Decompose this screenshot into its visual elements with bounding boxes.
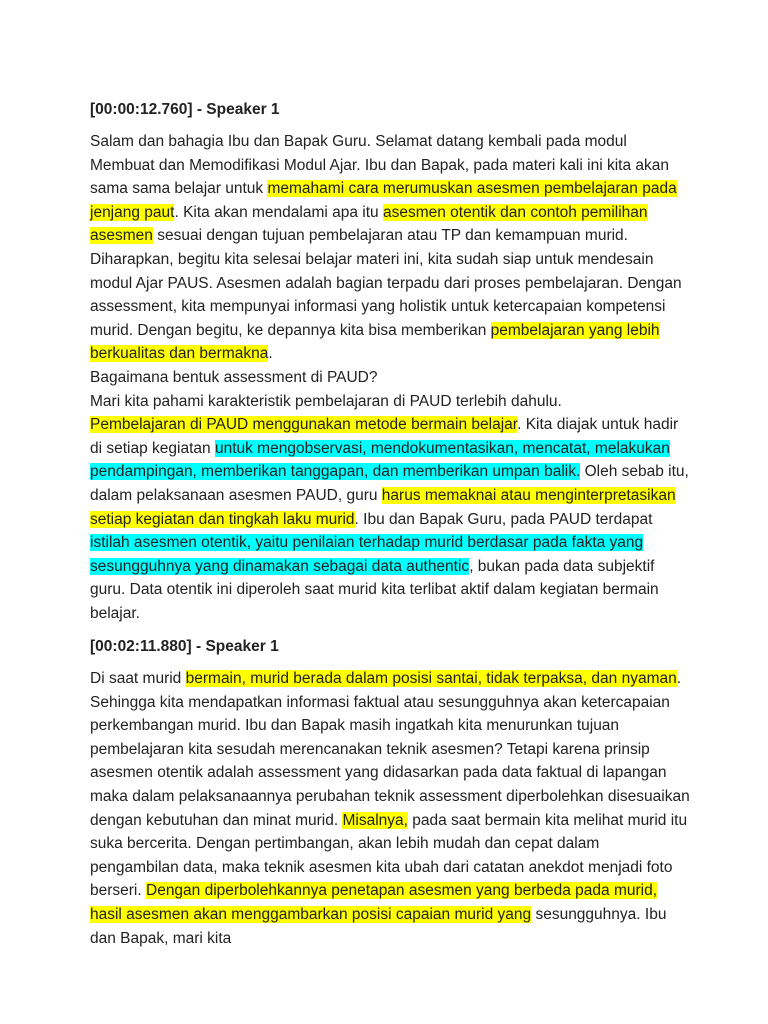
highlight-yellow: pembelajaran yang lebih berkualitas dan bermakna bbox=[90, 321, 660, 363]
section-heading: [00:00:12.760] - Speaker 1 bbox=[90, 101, 280, 118]
text-run: . Kita akan mendalami apa itu bbox=[174, 203, 383, 221]
paragraph bbox=[90, 390, 690, 414]
highlight-yellow: harus memaknai atau menginterpretasikan setiap kegiatan dan tingkah laku murid bbox=[90, 486, 676, 528]
text-run: . Kita diajak untuk hadir di setiap kegiatan bbox=[90, 416, 679, 457]
section-body bbox=[90, 667, 690, 950]
text-run: sesungguhnya. Ibu dan Bapak, mari kita bbox=[90, 905, 667, 947]
paragraph bbox=[90, 366, 690, 390]
highlight-yellow: memahami cara merumuskan asesmen pembelajaran pada jenjang paut bbox=[90, 180, 677, 221]
text-run: Oleh sebab itu, dalam pelaksanaan asesmen PAUD, guru bbox=[90, 463, 689, 504]
section-body bbox=[90, 130, 690, 625]
text-run: Bagaimana bentuk assessment di PAUD? bbox=[90, 368, 378, 386]
text-run: Mari kita pahami karakteristik pembelajaran di PAUD terlebih dahulu. bbox=[90, 392, 562, 410]
text-run: pada saat bermain kita melihat murid itu suka bercerita. Dengan pertimbangan, akan lebih mudah dan cepat dalam pengambilan data, maka teknik asesmen kita ubah dari catatan anekdot menjadi foto berseri. bbox=[90, 811, 688, 900]
text-run: sesuai dengan tujuan pembelajaran atau TP dan kemampuan murid. Diharapkan, begitu kita selesai belajar materi ini, kita sudah siap untuk mendesain modul Ajar PAUS. Asesmen adalah bagian terpadu dari proses pembelajaran. Dengan assessment, kita mempunyai informasi yang holistik untuk ketercapaian kompetensi murid. Dengan begitu, ke depannya kita bisa memberikan bbox=[90, 227, 682, 339]
text-run: , bukan pada data subjektif guru. Data otentik ini diperoleh saat murid kita terlibat aktif dalam kegiatan bermain belajar. bbox=[90, 557, 659, 622]
highlight-yellow: bermain, murid berada dalam posisi santai, tidak terpaksa, dan nyaman bbox=[185, 670, 677, 687]
highlight-yellow: Misalnya, bbox=[342, 811, 408, 829]
section-heading: [00:02:11.880] - Speaker 1 bbox=[90, 638, 279, 655]
text-run: Salam dan bahagia Ibu dan Bapak Guru. Selamat datang kembali pada modul Membuat dan Memodifikasi Modul Ajar. Ibu dan Bapak, pada materi kali ini kita akan sama sama belajar untuk bbox=[90, 133, 669, 198]
highlight-yellow: Dengan diperbolehkannya penetapan asesmen yang berbeda pada murid, hasil asesmen akan menggambarkan posisi capaian murid yang bbox=[90, 882, 658, 923]
highlight-cyan: untuk mengobservasi, mendokumentasikan, mencatat, melakukan pendampingan, memberikan tanggapan, dan memberikan umpan balik. bbox=[90, 439, 670, 481]
text-run: . bbox=[268, 345, 273, 363]
text-run: . Sehingga kita mendapatkan informasi faktual atau sesungguhnya akan ketercapaian perkembangan murid. Ibu dan Bapak masih ingatkah kita menurunkan tujuan pembelajaran kita sesudah merencanakan teknik asesmen? Tetapi karena prinsip asesmen otentik adalah assessment yang didasarkan pada data faktual di lapangan maka dalam pelaksanaannya perubahan teknik assessment diperbolehkan disesuaikan dengan kebutuhan dan minat murid. bbox=[90, 670, 690, 829]
paragraph bbox=[90, 130, 690, 366]
text-run: Di saat murid bbox=[90, 670, 186, 687]
highlight-yellow: asesmen otentik dan contoh pemilihan asesmen bbox=[90, 203, 648, 245]
highlight-yellow: Pembelajaran di PAUD menggunakan metode bermain belajar bbox=[90, 416, 518, 434]
text-run: . Ibu dan Bapak Guru, pada PAUD terdapat bbox=[354, 510, 653, 528]
highlight-cyan: istilah asesmen otentik, yaitu penilaian terhadap murid berdasar pada fakta yang sesungguhnya yang dinamakan sebagai data authentic bbox=[90, 534, 644, 575]
paragraph bbox=[90, 413, 690, 625]
paragraph bbox=[90, 667, 690, 950]
